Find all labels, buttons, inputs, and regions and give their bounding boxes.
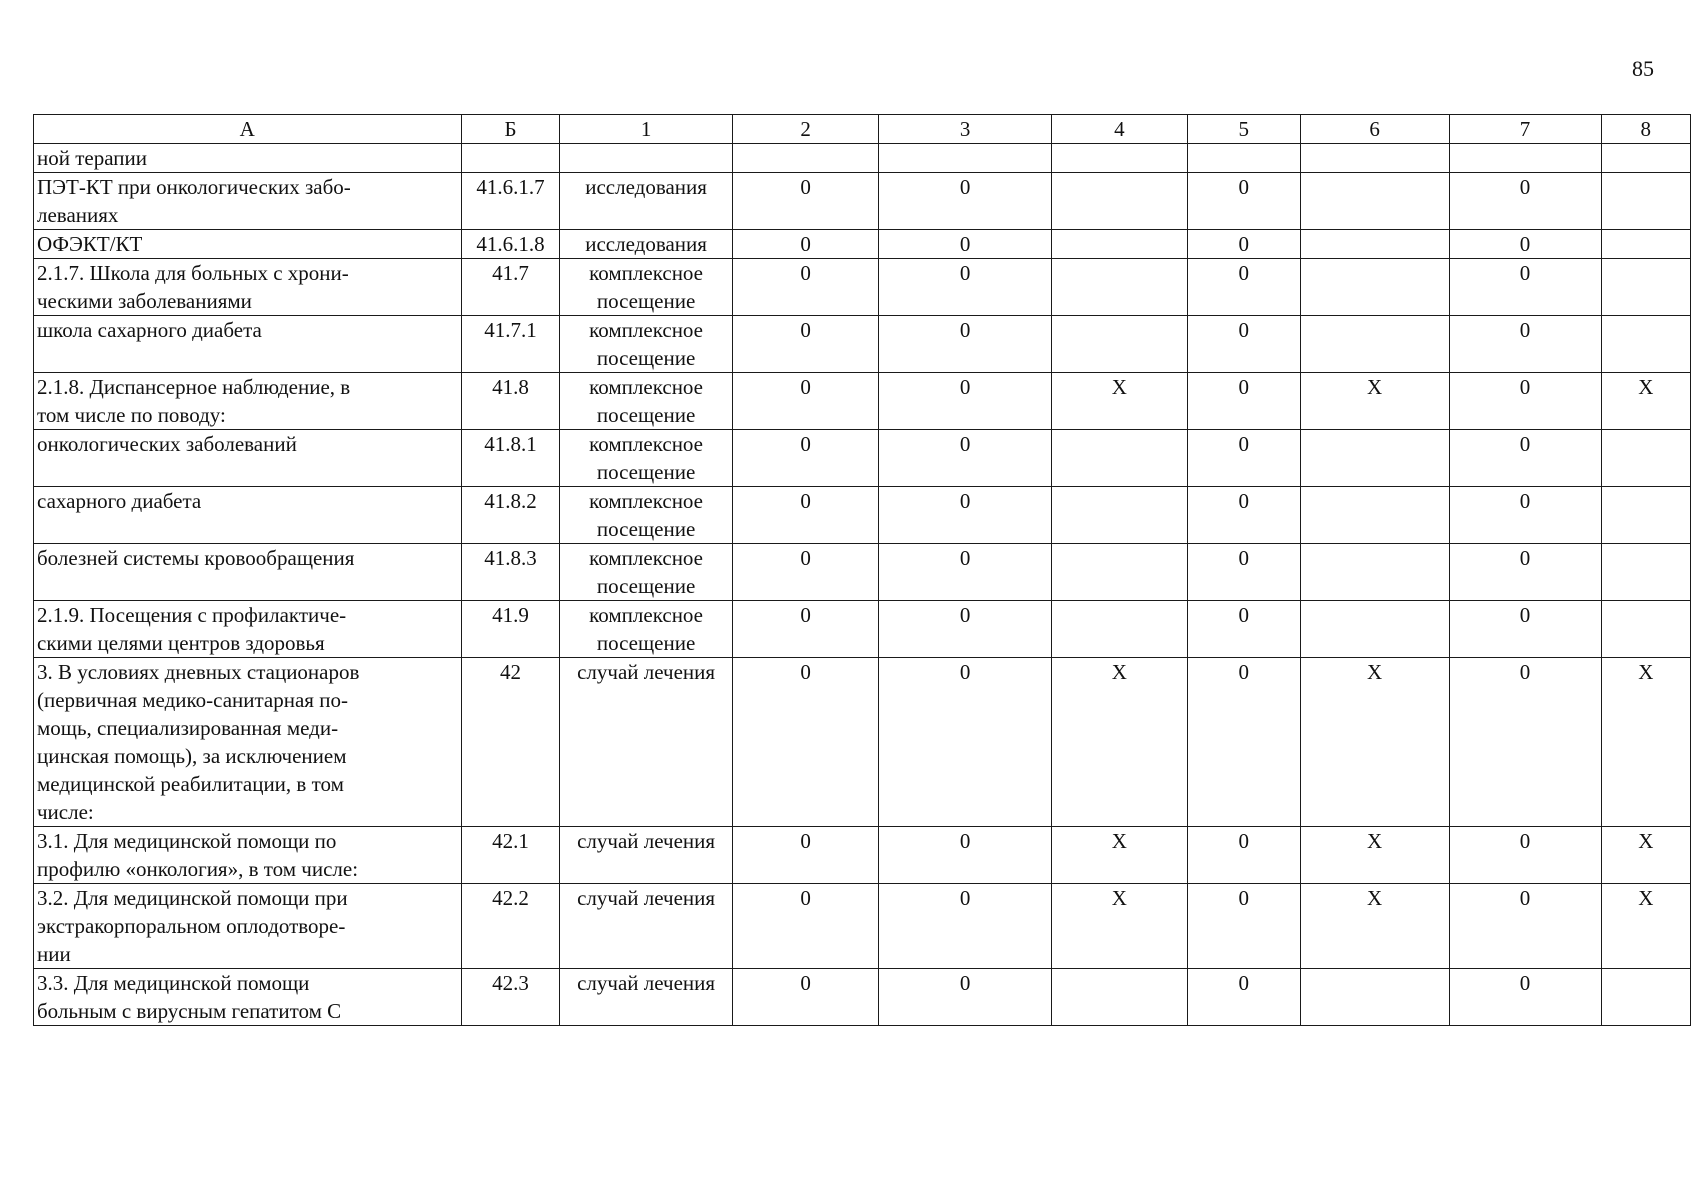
column-header: 4: [1051, 115, 1187, 144]
row-value-cell: 0: [732, 173, 879, 230]
row-value-cell: [1051, 544, 1187, 601]
row-name-cell: онкологических заболеваний: [34, 430, 462, 487]
row-value-cell: 0: [879, 259, 1051, 316]
row-value-cell: [1051, 601, 1187, 658]
row-value-cell: [1051, 969, 1187, 1026]
column-header: 7: [1449, 115, 1601, 144]
row-code-cell: 42.1: [461, 827, 560, 884]
table-row: [34, 230, 1691, 259]
row-code-cell: 41.8: [461, 373, 560, 430]
row-value-cell: 0: [879, 969, 1051, 1026]
row-name-cell: школа сахарного диабета: [34, 316, 462, 373]
row-value-cell: [1601, 969, 1690, 1026]
row-value-cell: 0: [1187, 316, 1300, 373]
row-value-cell: 0: [732, 430, 879, 487]
row-value-cell: [1051, 430, 1187, 487]
row-value-cell: 0: [879, 658, 1051, 827]
column-header: Б: [461, 115, 560, 144]
row-value-cell: 0: [1449, 230, 1601, 259]
row-value-cell: 0: [1187, 827, 1300, 884]
column-header: 5: [1187, 115, 1300, 144]
column-header: 8: [1601, 115, 1690, 144]
row-value-cell: [1300, 430, 1449, 487]
row-value-cell: 0: [732, 259, 879, 316]
row-value-cell: [1051, 487, 1187, 544]
row-name-cell: 2.1.7. Школа для больных с хрони- ческими заболеваниями: [34, 259, 462, 316]
row-code-cell: 41.9: [461, 601, 560, 658]
row-value-cell: 0: [879, 601, 1051, 658]
row-value-cell: 0: [1449, 487, 1601, 544]
row-value-cell: [879, 144, 1051, 173]
row-value-cell: Х: [1300, 827, 1449, 884]
table-row: [34, 544, 1691, 601]
table-row: [34, 487, 1691, 544]
row-value-cell: Х: [1051, 658, 1187, 827]
table-row: [34, 658, 1691, 827]
table-row: [34, 144, 1691, 173]
table-row: [34, 316, 1691, 373]
row-value-cell: [1300, 316, 1449, 373]
row-value-cell: 0: [1187, 259, 1300, 316]
row-code-cell: 41.7.1: [461, 316, 560, 373]
row-value-cell: 0: [1449, 373, 1601, 430]
column-header: А: [34, 115, 462, 144]
table-row: [34, 969, 1691, 1026]
row-value-cell: 0: [879, 230, 1051, 259]
row-value-cell: 0: [1449, 430, 1601, 487]
row-value-cell: [1051, 316, 1187, 373]
row-unit-cell: комплексное посещение: [560, 373, 732, 430]
table-row: [34, 884, 1691, 969]
row-name-cell: 3.3. Для медицинской помощи больным с вирусным гепатитом С: [34, 969, 462, 1026]
row-value-cell: 0: [1187, 230, 1300, 259]
row-value-cell: 0: [1449, 658, 1601, 827]
row-name-cell: болезней системы кровообращения: [34, 544, 462, 601]
header-row: [34, 115, 1691, 144]
row-unit-cell: [560, 144, 732, 173]
row-value-cell: 0: [1449, 259, 1601, 316]
row-name-cell: ной терапии: [34, 144, 462, 173]
row-value-cell: [1601, 544, 1690, 601]
row-value-cell: 0: [1187, 430, 1300, 487]
row-value-cell: 0: [1187, 658, 1300, 827]
row-value-cell: [1601, 316, 1690, 373]
row-value-cell: 0: [1449, 316, 1601, 373]
column-header: 3: [879, 115, 1051, 144]
row-value-cell: 0: [879, 373, 1051, 430]
row-value-cell: 0: [1449, 884, 1601, 969]
table-row: [34, 373, 1691, 430]
row-value-cell: 0: [1187, 601, 1300, 658]
row-value-cell: [1051, 230, 1187, 259]
row-code-cell: 42: [461, 658, 560, 827]
row-value-cell: [1601, 230, 1690, 259]
row-value-cell: [1300, 544, 1449, 601]
row-value-cell: 0: [1449, 173, 1601, 230]
row-code-cell: 41.8.3: [461, 544, 560, 601]
row-value-cell: Х: [1300, 884, 1449, 969]
row-value-cell: 0: [732, 884, 879, 969]
row-value-cell: [1601, 601, 1690, 658]
table-row: [34, 430, 1691, 487]
row-value-cell: [1601, 144, 1690, 173]
row-value-cell: [1300, 601, 1449, 658]
row-value-cell: [1300, 259, 1449, 316]
row-name-cell: ПЭТ-КТ при онкологических забо- леваниях: [34, 173, 462, 230]
row-value-cell: 0: [879, 544, 1051, 601]
row-unit-cell: комплексное посещение: [560, 259, 732, 316]
row-value-cell: Х: [1051, 373, 1187, 430]
row-unit-cell: случай лечения: [560, 884, 732, 969]
row-name-cell: ОФЭКТ/КТ: [34, 230, 462, 259]
row-value-cell: [1300, 144, 1449, 173]
row-value-cell: Х: [1051, 827, 1187, 884]
column-header: 2: [732, 115, 879, 144]
row-code-cell: 41.8.2: [461, 487, 560, 544]
row-value-cell: 0: [732, 487, 879, 544]
row-value-cell: 0: [1187, 373, 1300, 430]
row-name-cell: сахарного диабета: [34, 487, 462, 544]
row-value-cell: [1187, 144, 1300, 173]
row-unit-cell: комплексное посещение: [560, 487, 732, 544]
row-value-cell: [1300, 173, 1449, 230]
row-code-cell: 41.6.1.8: [461, 230, 560, 259]
row-value-cell: 0: [1187, 544, 1300, 601]
row-value-cell: [1051, 144, 1187, 173]
row-value-cell: Х: [1601, 373, 1690, 430]
row-value-cell: 0: [1187, 487, 1300, 544]
row-code-cell: 41.7: [461, 259, 560, 316]
row-value-cell: [1051, 173, 1187, 230]
table-row: [34, 827, 1691, 884]
row-unit-cell: исследования: [560, 173, 732, 230]
table-row: [34, 601, 1691, 658]
row-value-cell: [1601, 259, 1690, 316]
row-value-cell: 0: [1449, 601, 1601, 658]
row-name-cell: 2.1.8. Диспансерное наблюдение, в том числе по поводу:: [34, 373, 462, 430]
row-value-cell: 0: [1187, 173, 1300, 230]
row-value-cell: 0: [732, 969, 879, 1026]
table-row: [34, 173, 1691, 230]
row-code-cell: 41.6.1.7: [461, 173, 560, 230]
row-value-cell: 0: [1449, 969, 1601, 1026]
row-unit-cell: случай лечения: [560, 969, 732, 1026]
row-value-cell: 0: [1187, 969, 1300, 1026]
row-value-cell: 0: [879, 827, 1051, 884]
row-value-cell: [1051, 259, 1187, 316]
data-table: [33, 114, 1691, 1026]
row-value-cell: [1300, 487, 1449, 544]
row-name-cell: 2.1.9. Посещения с профилактиче- скими целями центров здоровья: [34, 601, 462, 658]
row-value-cell: Х: [1601, 827, 1690, 884]
page-number: 85: [1632, 56, 1654, 81]
row-value-cell: 0: [732, 230, 879, 259]
row-value-cell: 0: [1449, 544, 1601, 601]
row-unit-cell: исследования: [560, 230, 732, 259]
row-value-cell: [1601, 173, 1690, 230]
row-value-cell: 0: [879, 316, 1051, 373]
row-unit-cell: комплексное посещение: [560, 544, 732, 601]
row-value-cell: 0: [879, 487, 1051, 544]
row-unit-cell: комплексное посещение: [560, 316, 732, 373]
table-row: [34, 259, 1691, 316]
row-code-cell: 41.8.1: [461, 430, 560, 487]
row-value-cell: [732, 144, 879, 173]
row-value-cell: 0: [732, 827, 879, 884]
row-unit-cell: случай лечения: [560, 827, 732, 884]
row-code-cell: 42.3: [461, 969, 560, 1026]
row-name-cell: 3.2. Для медицинской помощи при экстракорпоральном оплодотворе- нии: [34, 884, 462, 969]
row-value-cell: 0: [879, 430, 1051, 487]
row-unit-cell: комплексное посещение: [560, 601, 732, 658]
row-value-cell: [1300, 230, 1449, 259]
row-value-cell: 0: [732, 601, 879, 658]
row-unit-cell: случай лечения: [560, 658, 732, 827]
row-value-cell: 0: [732, 658, 879, 827]
row-value-cell: [1601, 430, 1690, 487]
row-value-cell: 0: [1449, 827, 1601, 884]
row-value-cell: [1601, 487, 1690, 544]
row-value-cell: [1300, 969, 1449, 1026]
row-value-cell: 0: [732, 373, 879, 430]
column-header: 6: [1300, 115, 1449, 144]
column-header: 1: [560, 115, 732, 144]
row-value-cell: 0: [879, 884, 1051, 969]
row-value-cell: [1449, 144, 1601, 173]
row-value-cell: Х: [1601, 884, 1690, 969]
row-name-cell: 3.1. Для медицинской помощи по профилю «онкология», в том числе:: [34, 827, 462, 884]
row-value-cell: Х: [1051, 884, 1187, 969]
row-value-cell: 0: [1187, 884, 1300, 969]
row-value-cell: 0: [732, 316, 879, 373]
row-code-cell: [461, 144, 560, 173]
row-value-cell: Х: [1300, 658, 1449, 827]
row-unit-cell: комплексное посещение: [560, 430, 732, 487]
row-value-cell: 0: [879, 173, 1051, 230]
row-value-cell: 0: [732, 544, 879, 601]
row-name-cell: 3. В условиях дневных стационаров (первичная медико-санитарная по- мощь, специализированная меди- цинская помощь), за исключением медицинской реабилитации, в том числе:: [34, 658, 462, 827]
row-value-cell: Х: [1601, 658, 1690, 827]
row-value-cell: Х: [1300, 373, 1449, 430]
row-code-cell: 42.2: [461, 884, 560, 969]
